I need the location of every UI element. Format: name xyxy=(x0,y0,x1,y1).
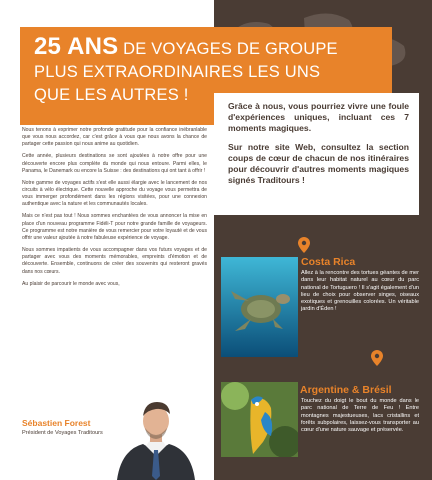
letter-paragraph: Notre gamme de voyages actifs s'est elle aussi élargie avec le lancement de nos circuits à vélo électrique. Cette nouvelle approche du voyage vous permettra de vous immerger profondément dans les régions visitées, pour une connexion authentique avec la nature et les communautés locales. xyxy=(22,179,207,208)
headline-line-2: PLUS EXTRAORDINAIRES LES UNS xyxy=(34,63,321,81)
macaw-parrot-photo xyxy=(221,382,298,457)
destination-title-argentine-bresil: Argentine & Brésil xyxy=(300,384,392,396)
intro-box xyxy=(214,93,419,215)
signature-role: Président de Voyages Traditours xyxy=(22,430,103,436)
signature-name: Sébastien Forest xyxy=(22,418,91,428)
intro-paragraph-1: Grâce à nous, vous pourriez vivre une foule d'expériences uniques, incluant ces 7 moments magiques. xyxy=(228,101,409,134)
location-pin-icon xyxy=(298,237,310,253)
destination-text-costa-rica: Allez à la rencontre des tortues géantes de mer dans leur habitat naturel au cœur du parc national de Tortuguero ! Il s'agit également d'un lieu de choix pour observer singes, oiseaux exotiques et grenouilles colorées. Un véritable jardin d'Éden ! xyxy=(301,270,419,313)
letter-paragraph: Nous tenons à exprimer notre profonde gratitude pour la confiance inébranlable que vous nous accordez, car c'est grâce à vous que nous avons la chance de partager cette passion qui nous anime au quotidien. xyxy=(22,127,207,148)
location-pin-icon xyxy=(371,350,383,366)
letter-paragraph: Nous sommes impatients de vous accompagner dans vos futurs voyages et de partager avec vous des moments mémorables, empreints d'émotion et de découverte. Ensemble, continuons de créer des souvenirs qui resteront gravés dans nos cœurs. xyxy=(22,247,207,275)
president-letter xyxy=(22,127,207,293)
headline-line-3: QUE LES AUTRES ! xyxy=(34,86,189,104)
headline-line-1: DE VOYAGES DE GROUPE xyxy=(123,40,338,58)
letter-paragraph: Cette année, plusieurs destinations se sont ajoutées à notre offre pour une découverte encore plus complète du monde qui nous entoure. Parmi elles, le Panama, le Danemark ou encore la Suisse : des destinations qui ont tant à offrir ! xyxy=(22,153,207,174)
destination-title-costa-rica: Costa Rica xyxy=(301,256,356,268)
letter-paragraph: Mais ce n'est pas tout ! Nous sommes enchantées de vous annoncer la mise en place d'un nouveau programme Fidéli-T pour notre grande famille de voyageurs. Ce programme est notre manière de vous remercier pour votre loyauté et de vous offrir une valeur ajoutée à notre fabuleuse expérience de voyage. xyxy=(22,213,207,242)
headline-years: 25 ANS xyxy=(34,33,119,60)
letter-paragraph: Au plaisir de parcourir le monde avec vous, xyxy=(22,280,120,287)
signature-block xyxy=(22,418,103,436)
sea-turtle-photo xyxy=(221,257,298,357)
destination-text-argentine-bresil: Touchez du doigt le bout du monde dans le parc national de Terre de Feu ! Entre montagnes majestueuses, lacs cristallins et forêts subpolaires, laissez-vous transporter au cœur d'une nature sauvage et préservée. xyxy=(301,398,419,434)
president-photo xyxy=(113,388,199,480)
intro-paragraph-2: Sur notre site Web, consultez la section coups de cœur de chacun de nos itinéraires pour découvrir d'autres moments magiques signés Traditours ! xyxy=(228,141,409,186)
